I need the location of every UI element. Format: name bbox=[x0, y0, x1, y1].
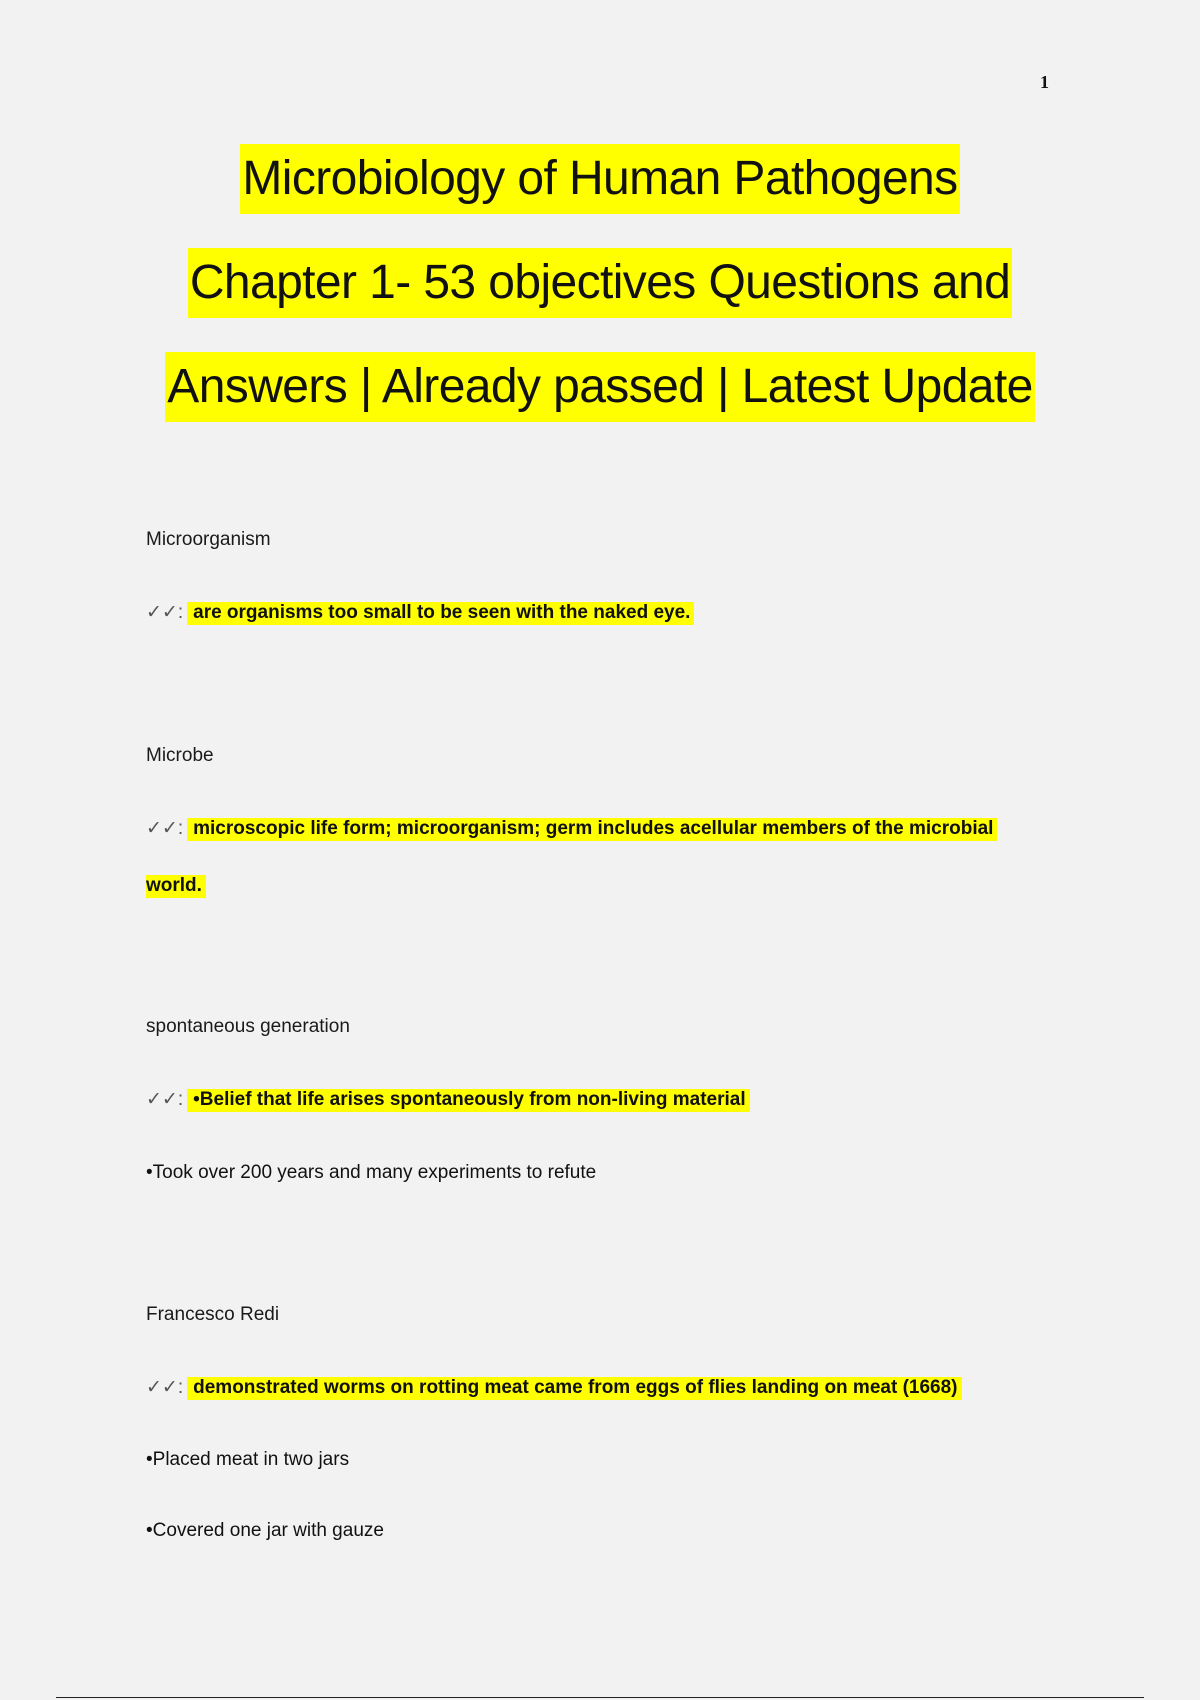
term-francesco-redi: Francesco Redi bbox=[146, 1304, 280, 1325]
footer-divider bbox=[56, 1697, 1144, 1698]
term-microorganism: Microorganism bbox=[146, 529, 271, 550]
term-spontaneous-generation: spontaneous generation bbox=[146, 1016, 350, 1037]
answer-microbe-cont-text: world. bbox=[146, 875, 206, 898]
answer-row-francesco-redi bbox=[146, 1375, 962, 1401]
check-mark-icon: ✓✓: bbox=[146, 818, 184, 839]
answer-row-microbe bbox=[146, 816, 997, 842]
title-line-1: Microbiology of Human Pathogens bbox=[240, 144, 959, 214]
document-title bbox=[0, 144, 1200, 456]
note-francesco-redi-2: •Covered one jar with gauze bbox=[146, 1520, 384, 1541]
check-mark-icon: ✓✓: bbox=[146, 1377, 184, 1398]
term-microbe: Microbe bbox=[146, 745, 214, 766]
check-mark-icon: ✓✓: bbox=[146, 1089, 184, 1110]
answer-row-spontaneous-generation bbox=[146, 1087, 750, 1113]
page-number: 1 bbox=[1040, 72, 1049, 92]
title-line-2: Chapter 1- 53 objectives Questions and bbox=[188, 248, 1012, 318]
check-mark-icon: ✓✓: bbox=[146, 602, 184, 623]
note-francesco-redi-1: •Placed meat in two jars bbox=[146, 1449, 350, 1470]
answer-francesco-redi: demonstrated worms on rotting meat came from eggs of flies landing on meat (1668) bbox=[187, 1377, 961, 1400]
answer-row-microorganism bbox=[146, 600, 694, 626]
answer-microbe-continued bbox=[146, 873, 206, 899]
answer-spontaneous-generation: •Belief that life arises spontaneously from non-living material bbox=[187, 1089, 750, 1112]
title-line-3: Answers | Already passed | Latest Update bbox=[165, 352, 1034, 422]
answer-microorganism: are organisms too small to be seen with the naked eye. bbox=[187, 602, 694, 625]
answer-microbe: microscopic life form; microorganism; germ includes acellular members of the microbial bbox=[187, 818, 997, 841]
note-spontaneous-generation-1: •Took over 200 years and many experiments to refute bbox=[146, 1162, 597, 1183]
